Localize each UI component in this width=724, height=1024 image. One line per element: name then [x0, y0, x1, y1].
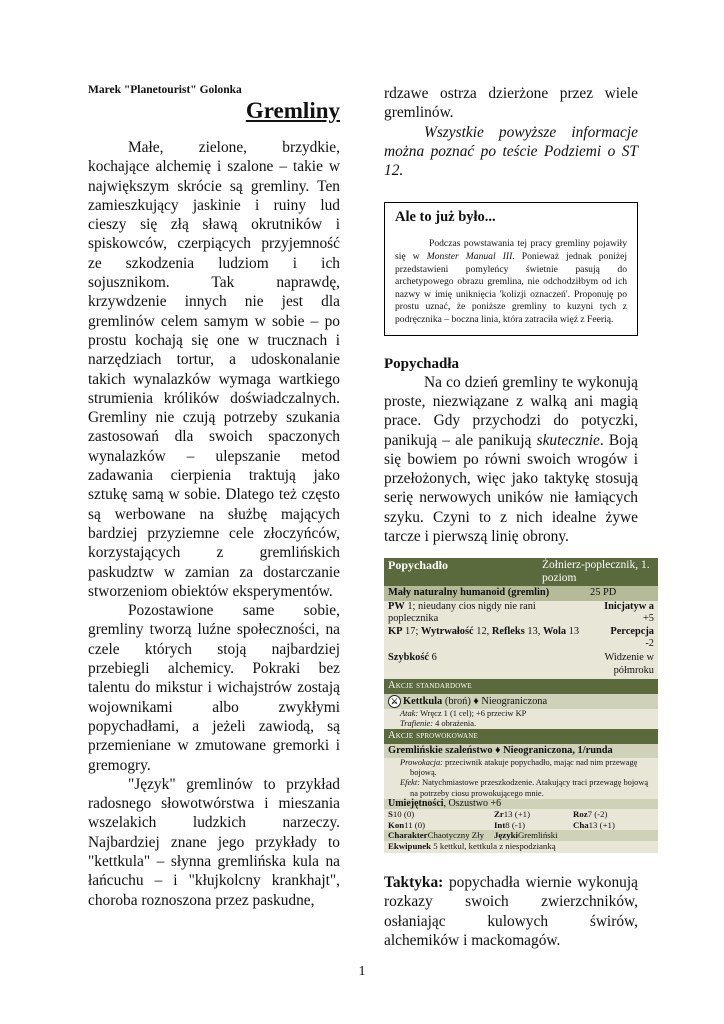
ability-label: Kon: [388, 819, 405, 830]
ability-row: [384, 820, 658, 830]
continuation-paragraph: rdzawe ostrza dzierżone przez wiele gremlinów.: [384, 85, 638, 122]
attack-line: [384, 709, 658, 719]
trigger-label: Prowokacja:: [400, 758, 443, 768]
ability-row: [384, 809, 658, 819]
sidebar-box: [384, 202, 638, 335]
hp-label: PW: [388, 600, 405, 612]
trigger-line: [384, 758, 658, 778]
fort-value: 12,: [473, 625, 492, 637]
monster-role: Żołnierz-poplecznik, 1. poziom: [542, 559, 650, 585]
intro-paragraph: Małe, zielone, brzydkie, kochające alchemię i szalone – takie w największym skrócie są gremliny. Ten zamieszkujący jaskinie i ruiny lud cieszy się złą sławą okrutników i spiskowców, czerpiących przyjemność ze szkodzenia ludziom i ich sojusznikom. Tak naprawdę, krzywdzenie innych nie jest dla gremlinów celem samym w sobie – po prostu kochają się one w trucznach i narzędziach tortur, a udoskonalanie takich wynalazków wymaga wartkiego strumienia królików doświadczalnych. Gremliny nie czują potrzeby szukania zastosowań dla swoich spaczonych wynalazków – ulepszanie metod zadawania cierpienia traktują jako sztukę samą w sobie. Dlatego też często są werbowane na służbę mających bardziej przyziemne cele złoczyńców, korzystających z gremlińskich paskudztw w zamian za dostarczanie stworzeniom obiektów eksperymentów.: [88, 139, 340, 600]
hit-line: [384, 719, 658, 729]
box-text-part: . Ponieważ jednak poniżej przedstawieni pomyleńcy świetnie pasują do archetypowego obrazu gremlina, nie odchodziłbym od ich nazwy w imię uniknięcia 'kolizji oznaczeń'. Proponuję po prostu uznać, że poniższe gremliny to kuzyni tych z podręcznika – boczna linia, która zatraciła więź z Feerią.: [395, 251, 627, 326]
triggered-power: Gremlińskie szaleństwo ♦ Nieograniczona, 1/runda: [384, 744, 658, 758]
hp-value: 1; nieudany cios nigdy nie rani poplecznika: [388, 600, 536, 625]
initiative-value: +5: [642, 613, 654, 625]
tactics-label: Taktyka:: [384, 873, 444, 891]
hp-text: [388, 601, 588, 626]
section-heading: Popychadła: [384, 355, 460, 372]
fort-label: Wytrwałość: [420, 625, 474, 637]
ability-value: 7 (-2): [587, 809, 608, 820]
page-number: 1: [358, 964, 366, 979]
monster-xp: 25 PD: [590, 587, 617, 599]
monster-type: Mały naturalny humanoid (gremlin): [388, 587, 550, 599]
alignment: [388, 830, 494, 840]
attack-label: Atak:: [400, 708, 419, 718]
ref-value: 13,: [524, 625, 543, 637]
ability-dex: [494, 809, 573, 819]
ability-wis: [573, 809, 653, 819]
effect-value: Natychmiastowe przeszkodzenie. Atakujący traci przewagę bojową na potrzeby ciosu prowokującego mnie.: [410, 778, 649, 798]
sidebar-box-heading: Ale to już było...: [395, 209, 496, 226]
speed-label: Szybkość: [388, 652, 429, 664]
effect-line: [384, 778, 658, 798]
will-label: Wola: [542, 625, 567, 637]
alignment-row: [384, 830, 658, 840]
ability-label: Int: [494, 819, 506, 830]
left-column: [88, 84, 340, 910]
sidebar-box-text: [395, 238, 627, 326]
ac-value: 17;: [405, 625, 421, 637]
section-paragraph: [384, 373, 638, 547]
melee-attack-icon: ⚔: [388, 695, 401, 708]
attack-name: Kettkula: [403, 695, 443, 707]
hp-row: [384, 601, 658, 626]
ability-label: S: [388, 809, 393, 820]
will-value: 13: [566, 625, 580, 637]
speed-value: 6: [431, 652, 437, 664]
tactics-text: popychadła wiernie wykonują rozkazy swoich zwierzchników, osłaniając kulowych świrów, alchemików i mackomagów.: [384, 873, 638, 949]
skills-value: , Oszustwo +6: [443, 797, 502, 809]
box-text-italic: Monster Manual III: [426, 251, 513, 263]
alignment-label: Charakter: [388, 830, 428, 841]
ac-label: KP: [388, 625, 403, 637]
ability-value: 10 (0): [392, 809, 415, 820]
ability-str: [388, 809, 494, 819]
defense-row: [384, 626, 658, 651]
perception-value: -2: [645, 637, 654, 649]
attack-value: Wręcz 1 (1 cel); +6 przeciw KP: [418, 708, 527, 718]
ability-cha: [573, 820, 653, 830]
page-title: Gremliny: [245, 98, 340, 123]
stat-header: [384, 558, 658, 586]
attack-kettkula: [384, 694, 658, 709]
ability-label: Cha: [573, 819, 589, 830]
effect-label: Efekt:: [400, 778, 420, 788]
ability-label: Roz: [573, 809, 588, 820]
skills-line: [384, 799, 658, 809]
hit-value: 4 obrażenia.: [433, 719, 477, 729]
equipment-line: [384, 841, 658, 853]
stat-block: [384, 558, 658, 853]
ability-label: Zr: [494, 809, 504, 820]
perception: [594, 626, 654, 651]
stat-subheader: [384, 586, 658, 600]
ability-con: [388, 820, 494, 830]
language-paragraph: "Język" gremlinów to przykład radosnego słowotwórstwa i mieszania wszelakich ludzkich narzeczy. Najbardziej znane jego przykłady to "kettkula" – słynna gremlińska kula na łańcuchu – i "kłujkolcny krankhajt", choroba roznoszona przez paskudne,: [88, 775, 340, 909]
lore-check-note: Wszystkie powyższe informacje można poznać po teście Podziemi o ST 12.: [384, 123, 638, 180]
ability-value: 11 (0): [404, 819, 426, 830]
initiative-label: Inicjatyw a: [604, 600, 654, 612]
speed: [388, 652, 437, 677]
skills-label: Umiejętności: [388, 797, 444, 809]
ability-value: 8 (-1): [505, 819, 526, 830]
equipment-value: 5 kettkul, kettkula z niespodzianką: [431, 840, 556, 851]
defense-text: [388, 626, 588, 651]
section-text-part: Na co dzień gremliny te wykonują proste, niezwiązane z walką ani magią prace. Gdy przychodzi do potyczki, panikują – ale panikują: [384, 373, 638, 449]
author-line: Marek "Planetourist" Golonka: [88, 84, 242, 96]
speed-row: [384, 652, 658, 677]
alignment-value: Chaotyczny Zły: [427, 830, 485, 841]
languages-label: Języki: [494, 830, 518, 841]
monster-name: Popychadło: [388, 558, 449, 573]
ref-label: Refleks: [491, 625, 525, 637]
languages: [494, 830, 558, 840]
society-paragraph: Pozostawione same sobie, gremliny tworzą luźne społeczności, na czele których stoją najbardziej przebiegli alchemicy. Pokraki bez talentu do mikstur i wichajstrów zostają wojownikami albo zwykłymi popychadłami, a jeżeli zawiodą, są przemieniane w zmutowane gremorki i gremogry.: [88, 602, 340, 774]
tactics-paragraph: [384, 873, 638, 950]
languages-value: Gremliński: [517, 830, 558, 841]
section-text-part: . Boją się bowiem po równi swoich wrogów i przełożonych, więc jako taktykę stosują serię nerwowych uników nie łamiących szyku. Czyni to z nich idealne żywe tarcze i pierwszą linię obrony.: [384, 431, 639, 546]
attack-keywords: (broń) ♦ Nieograniczona: [442, 695, 548, 707]
vision: Widzenie w półmroku: [604, 652, 654, 676]
right-column: [384, 84, 654, 950]
triggered-actions-band: Akcje sprowokowane: [384, 729, 658, 743]
hit-label: Trafienie:: [400, 719, 434, 729]
ability-int: [494, 820, 573, 830]
standard-actions-band: Akcje standardowe: [384, 679, 658, 693]
section-text-italic: skutecznie: [536, 431, 600, 449]
equipment-label: Ekwipunek: [388, 840, 432, 851]
ability-value: 13 (+1): [503, 809, 530, 820]
trigger-value: przeciwnik atakuje popychadło, mając nad nim przewagę bojową.: [410, 758, 638, 778]
perception-label: Percepcja: [610, 625, 654, 637]
initiative: [602, 601, 654, 626]
ability-value: 13 (+1): [588, 819, 615, 830]
box-text-part: Podczas powstawania tej pracy gremliny pojawiły się w: [395, 238, 627, 263]
